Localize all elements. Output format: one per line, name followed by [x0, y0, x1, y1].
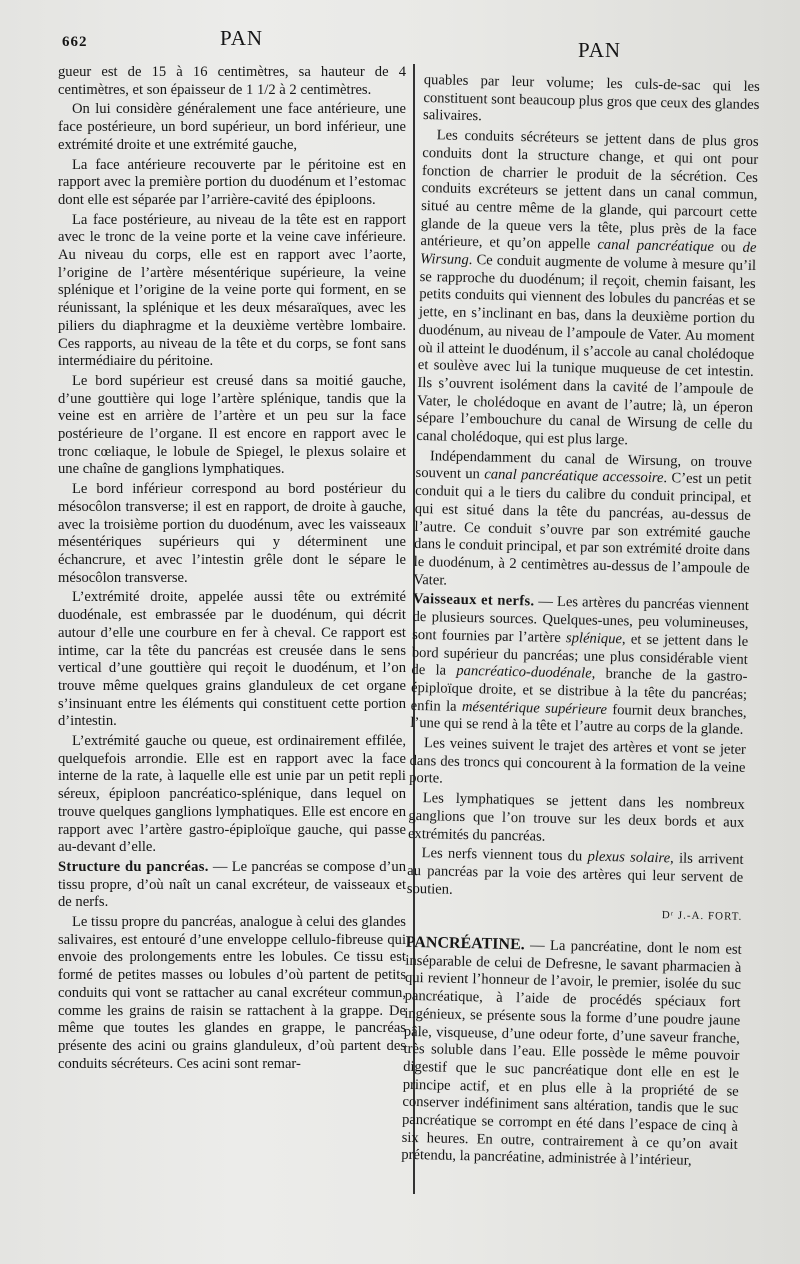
paragraph-text: , ils arrivent au pancréas par la voie des artères qui leur servent de soutien. [406, 850, 744, 898]
entry-heading: PANCRÉATINE. [405, 933, 525, 954]
paragraph-text: , branche de la gastro-épiploïque droite, et se distribue à la tête du pancréas; enfin la [410, 665, 748, 715]
paragraph-text: — La pancréatine, dont le nom est inséparable de celui de Defresne, le savant pharmacien à qui revient l’honneur de l’avoir, le premier, isolée du suc pancréatique, à l’aide de procédés spéciaux fort ingénieux, se présente sous la forme d’une poudre jaune pâle, visqueuse, d’une odeur forte, d’une saveur franche, très soluble dans l’eau. Elle possède le même pouvoir digestif que le suc pancréatique dont elle en est le principe actif, et en plus elle à la propriété de se conserver indéfiniment sans altération, tandis que le suc pancréatique se corrompt en été dans l’espace de cinq à six heures. En outre, contrairement à ce qu’on avait prétendu, la pancréatine, administrée à l’intérieur, [401, 937, 742, 1170]
italic-term: splénique [565, 629, 623, 648]
section-heading: Structure du pancréas. [58, 858, 209, 875]
left-column [58, 64, 406, 1075]
paragraph [410, 591, 749, 740]
paragraph: quables par leur volume; les culs-de-sac qui les constituent sont beaucoup plus gros que ceux des glandes salivaires. [422, 72, 760, 125]
paragraph: L’extrémité gauche ou queue, est ordinairement effilée, quelquefois arrondie. Elle est en rapport avec la face interne de la rate, à laquelle elle est unie par un petit repli séreux, épiploon pancréatico-splénique, dans lequel on trouve quelques ganglions lymphatiques. Elle est encore en rapport avec l’artère gastro-épiploïque gauche, qui passe au-devant d’elle. [58, 733, 406, 856]
paragraph-text: — Le pancréas se compose d’un tissu propre, d’où naît un canal excréteur, de vaisseaux et de nerfs. [58, 858, 407, 911]
italic-term: plexus solaire [587, 848, 671, 867]
paragraph-text: , et se jettent dans le bord supérieur du pancréas; une plus considérable vient de la [411, 631, 749, 680]
italic-term: mésentérique supérieure [461, 698, 608, 718]
section-heading: Vaisseaux et nerfs. [412, 591, 535, 610]
paragraph [416, 127, 759, 453]
paragraph-text: . C’est un petit conduit qui a le tiers du calibre du conduit principal, et qui est situé dans la tête du pancréas, au-dessus de l’autre. Ce conduit s’ouvre par son extrémité gauche dans le conduit principal, et par son extrémité droite dans le duodénum, à 2 centimètres au-dessus de l’ampoule de Vater. [413, 470, 752, 589]
paragraph: Le bord supérieur est creusé dans sa moitié gauche, d’une gouttière qui loge l’artère splénique, tandis que la veine est en arrière de l’artère et un peu sur la face postérieure de l’organe. Il est encore en rapport avec le tronc cœliaque, le lobule de Spiegel, le plexus solaire et une chaîne de ganglions lymphatiques. [58, 372, 406, 478]
paragraph: La face postérieure, au niveau de la tête est en rapport avec le tronc de la veine porte et la veine cave inférieure. Au niveau du corps, elle est en rapport avec l’aorte, l’origine de l’artère mésentérique supérieure, la veine splénique et l’origine de la veine porte qui forment, en se réunissant, la splénique et les deux mésaraïques, avec les piliers du diaphragme et la deuxième vertèbre lombaire. Ces rapports, au niveau de la tête et du corps, se font sans intermédiaire du péritoine. [58, 211, 406, 370]
paragraph: Le tissu propre du pancréas, analogue à celui des glandes salivaires, est entouré d’une enveloppe cellulo-fibreuse qui envoie des prolongements entre les lobules. Ce tissu est formé de petites masses ou lobules d’où partent de petits conduits qui vont se rattacher au canal excréteur commun, comme les grains de raisin se rattachent à la grappe. De même que toutes les glandes en grappe, le pancréas présente des acini ou grains glanduleux, d’où partent des conduits sécréteurs. Ces acini sont remar- [58, 914, 406, 1072]
paragraph-text: — Les artères du pancréas viennent de plusieurs sources. Quelques-unes, peu volumineuses, sont fournies par l’artère [412, 593, 750, 646]
paragraph: Le bord inférieur correspond au bord postérieur du mésocôlon transverse; il est en rapport, de droite à gauche, avec la troisième portion du duodénum, avec les vaisseaux mésentériques supérieurs qui y déterminent une échancrure, et avec l’intestin grêle dont le sépare le mésocôlon transverse. [58, 481, 406, 586]
paragraph: Les veines suivent le trajet des artères et vont se jeter dans des troncs qui concourent à la formation de la veine porte. [409, 735, 747, 787]
running-head-left: PAN [220, 26, 264, 50]
paragraph-text: fournit deux branches, l’une qui se rend à la tête et l’autre au corps de la glande. [410, 701, 747, 739]
paragraph [413, 448, 752, 597]
running-head-right: PAN [578, 38, 622, 62]
italic-term: canal pancréatique accessoire [484, 466, 664, 487]
paragraph-text: ou [713, 239, 743, 257]
paragraph: On lui considère généralement une face antérieure, une face postérieure, un bord supérieur, un bord inférieur, une extrémité droite et une extrémité gauche, [58, 101, 406, 153]
paragraph: gueur est de 15 à 16 centimètres, sa hauteur de 4 centimètres, et son épaisseur de 1 1/2 à 2 centimètres. [58, 64, 406, 98]
paragraph-text: Les nerfs viennent tous du [421, 845, 588, 865]
paragraph-text: Les conduits sécréteurs se jettent dans de plus gros conduits dont la structure change, et qui ont pour fonction de charrier le produit de la sécrétion. Ces conduits excréteurs se jettent dans un canal commun, situé au centre même de la glande, qui parcourt cette glande de la queue vers la tête, plus près de la face antérieure, et qu’on appelle [420, 127, 759, 253]
italic-term: canal pancréatique [597, 236, 715, 256]
paragraph [401, 934, 742, 1172]
italic-term: de Wirsung [419, 240, 757, 269]
page-number: 662 [62, 34, 88, 50]
paragraph [58, 859, 406, 912]
right-column [401, 72, 760, 1174]
paragraph: Les lymphatiques se jettent dans les nombreux ganglions que l’on trouve sur les deux bords et aux extrémités du pancréas. [407, 790, 745, 845]
paragraph [407, 845, 744, 905]
italic-term: pancréatico-duodénale [456, 663, 592, 682]
paragraph-text: . Ce conduit augmente de volume à mesure qu’il se rapproche du duodénum; il reçoit, chemin faisant, les petits conduits qui viennent des lobules du pancréas et se jette, en s’inclinant en bas, dans la deuxième portion du duodénum, au niveau de l’ampoule de Vater. Au moment où il atteint le duodénum, il s’accole au canal cholédoque et soulève avec lui la tunique muqueuse de cet intestin. Ils s’ouvrent isolément dans la cavité de l’ampoule de Vater, le cholédoque en avant de l’autre; là, un éperon sépare l’embouchure du canal de Wirsung de celle du canal cholédoque, qui est plus large. [416, 252, 757, 449]
paragraph: L’extrémité droite, appelée aussi tête ou extrémité duodénale, est embrassée par le duodénum, qui décrit autour d’elle une courbure en fer à cheval. Ce rapport est intime, car la tête du pancréas est creusée dans le sens vertical d’une gouttière qui reçoit le duodénum, et l’on trouve même quelques grains glanduleux de cet organe s’insinuant entre les éléments qui constituent cette portion d’intestin. [58, 589, 406, 730]
paragraph-text: Indépendamment du canal de Wirsung, on trouve souvent un [415, 447, 753, 483]
author-signature: Dʳ J.-A. FORT. [661, 909, 743, 924]
paragraph: La face antérieure recouverte par le péritoine est en rapport avec la première portion du duodénum et l’estomac dont elle est séparée par l’arrière-cavité des épiploons. [58, 156, 406, 208]
